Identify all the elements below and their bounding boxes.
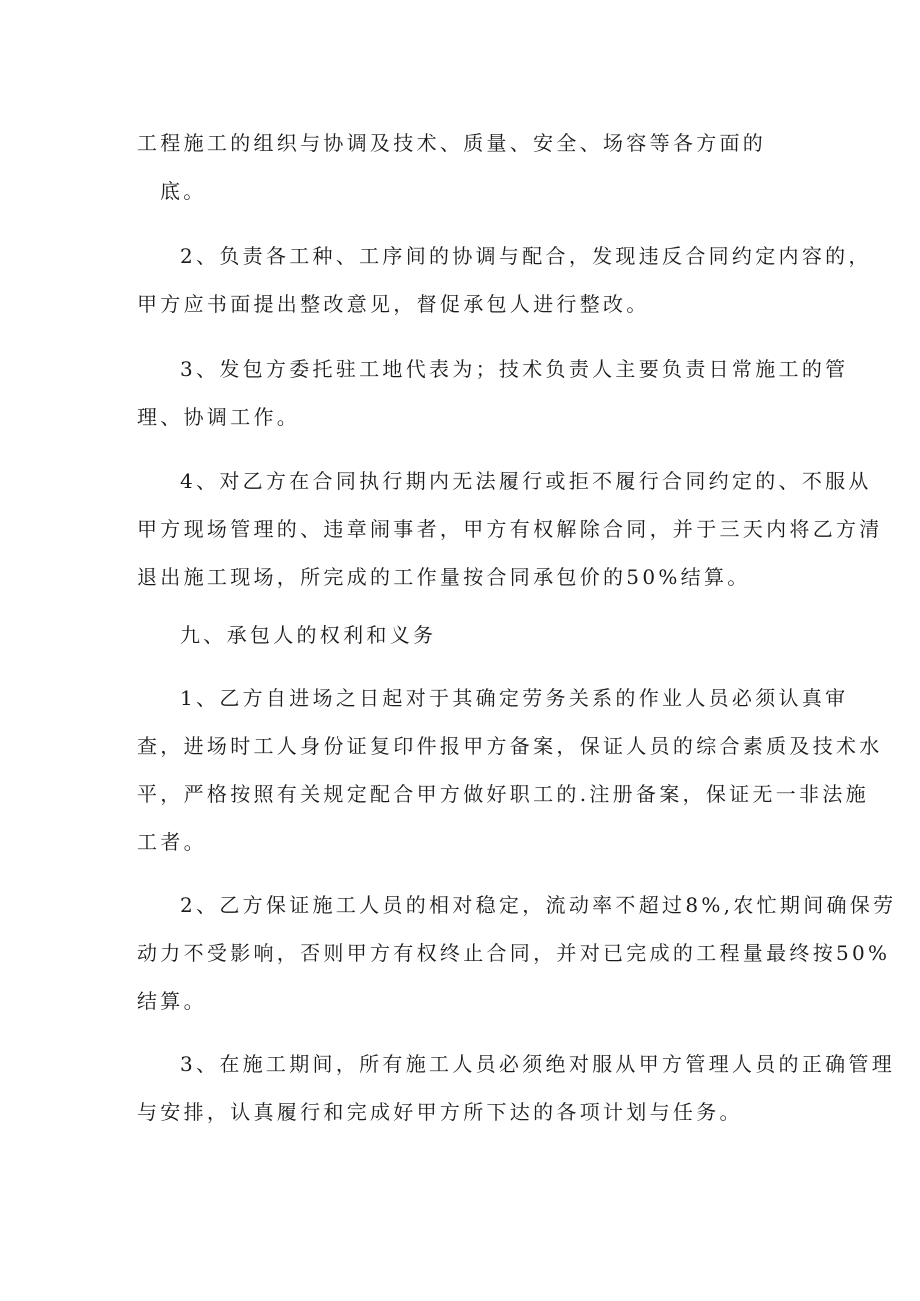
text-line: 理、协调工作。 (137, 405, 301, 429)
text-line: 工程施工的组织与协调及技术、质量、安全、场容等各方面的 (137, 131, 767, 155)
text-line: 与安排，认真履行和完成好甲方所下达的各项计划与任务。 (137, 1100, 743, 1124)
text-line: 甲方应书面提出整改意见，督促承包人进行整改。 (137, 292, 650, 316)
paragraph-1-line: 1、乙方自进场之日起对于其确定劳务关系的作业人员必须认真审 (180, 686, 849, 710)
text-line: 平，严格按照有关规定配合甲方做好职工的.注册备案，保证无一非法施 (137, 782, 869, 806)
text-line: 工者。 (137, 830, 207, 854)
paragraph-2-line: 2、负责各工种、工序间的协调与配合，发现违反合同约定内容的， (180, 244, 872, 268)
text-line: 结算。 (137, 989, 207, 1013)
text-line: 甲方现场管理的、违章闹事者，甲方有权解除合同，并于三天内将乙方清 (137, 517, 883, 541)
text-line: 查，进场时工人身份证复印件报甲方备案，保证人员的综合素质及技术水 (137, 734, 883, 758)
paragraph-3-line: 3、发包方委托驻工地代表为；技术负责人主要负责日常施工的管 (180, 357, 849, 381)
text-line: 底。 (160, 179, 207, 203)
paragraph-3-line: 3、在施工期间，所有施工人员必须绝对服从甲方管理人员的正确管理 (180, 1052, 896, 1076)
text-line: 动力不受影响，否则甲方有权终止合同，并对已完成的工程量最终按50% (137, 941, 891, 965)
text-line: 退出施工现场，所完成的工作量按合同承包价的50%结算。 (137, 565, 751, 589)
section-heading: 九、承包人的权利和义务 (180, 623, 437, 647)
paragraph-2-line: 2、乙方保证施工人员的相对稳定，流动率不超过8%,农忙期间确保劳 (180, 893, 897, 917)
paragraph-4-line: 4、对乙方在合同执行期内无法履行或拒不履行合同约定的、不服从 (180, 469, 872, 493)
